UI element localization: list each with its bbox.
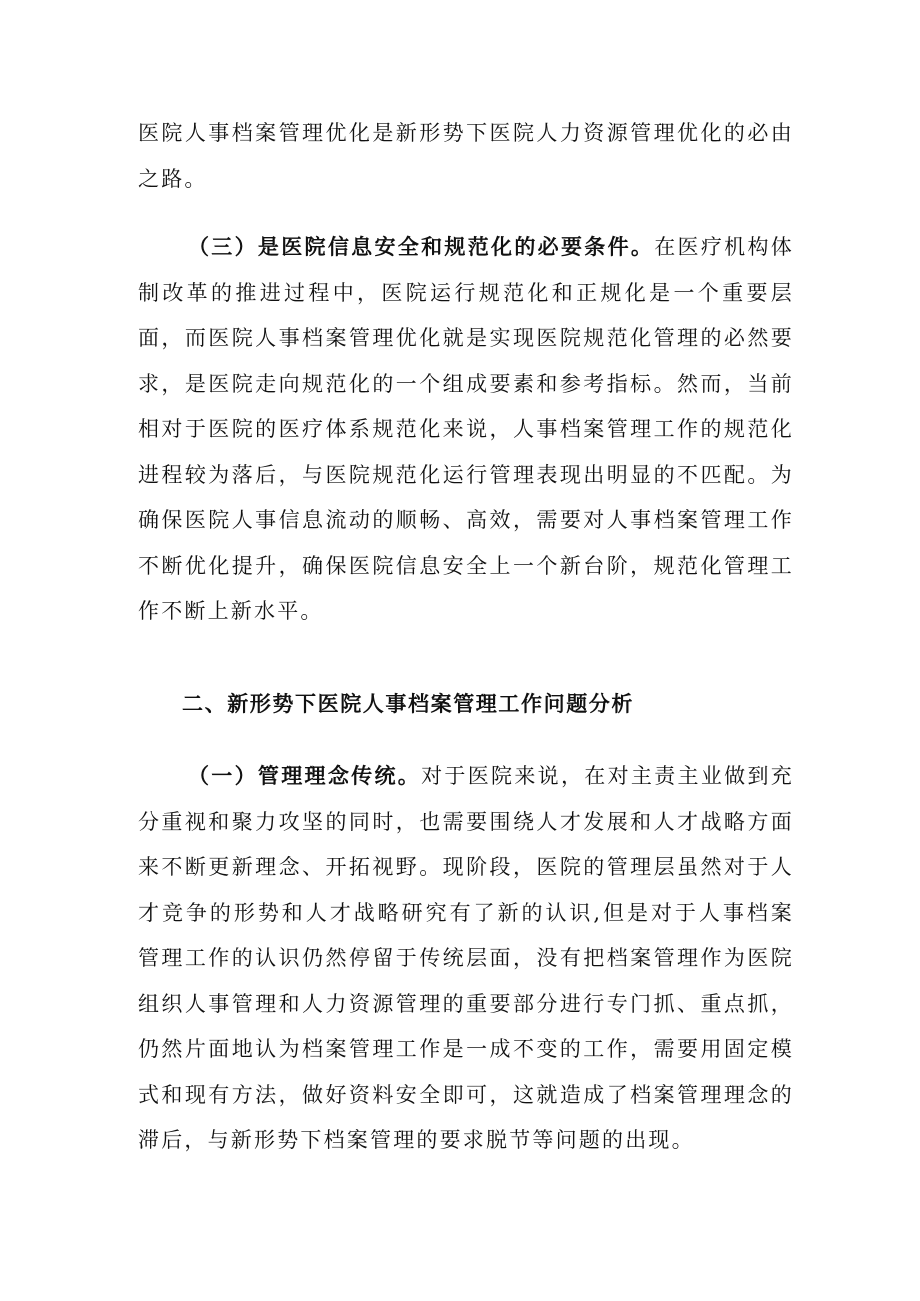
point-one-lead: （一）管理理念传统。 bbox=[188, 764, 422, 788]
paragraph-point-one bbox=[138, 754, 794, 1164]
continued-paragraph: 医院人事档案管理优化是新形势下医院人力资源管理优化的必由之路。 bbox=[138, 121, 794, 191]
section-two-heading: 二、新形势下医院人事档案管理工作问题分析 bbox=[182, 692, 634, 716]
point-three-body: 在医疗机构体制改革的推进过程中，医院运行规范化和正规化是一个重要层面，而医院人事档案管理优化就是实现医院规范化管理的必然要求，是医院走向规范化的一个组成要素和参考指标。然而，当前相对于医院的医疗体系规范化来说，人事档案管理工作的规范化进程较为落后，与医院规范化运行管理表现出明显的不匹配。为确保医院人事信息流动的顺畅、高效，需要对人事档案管理工作不断优化提升，确保医院信息安全上一个新台阶，规范化管理工作不断上新水平。 bbox=[138, 235, 795, 623]
point-one-body: 对于医院来说，在对主责主业做到充分重视和聚力攻坚的同时，也需要围绕人才发展和人才战略方面来不断更新理念、开拓视野。现阶段，医院的管理层虽然对于人才竞争的形势和人才战略研究有了新的认识,但是对于人事档案管理工作的认识仍然停留于传统层面，没有把档案管理作为医院组织人事管理和人力资源管理的重要部分进行专门抓、重点抓，仍然片面地认为档案管理工作是一成不变的工作，需要用固定模式和现有方法，做好资料安全即可，这就造成了档案管理理念的滞后，与新形势下档案管理的要求脱节等问题的出现。 bbox=[138, 764, 795, 1152]
point-three-lead: （三）是医院信息安全和规范化的必要条件。 bbox=[188, 235, 655, 259]
paragraph-point-three bbox=[138, 225, 794, 635]
